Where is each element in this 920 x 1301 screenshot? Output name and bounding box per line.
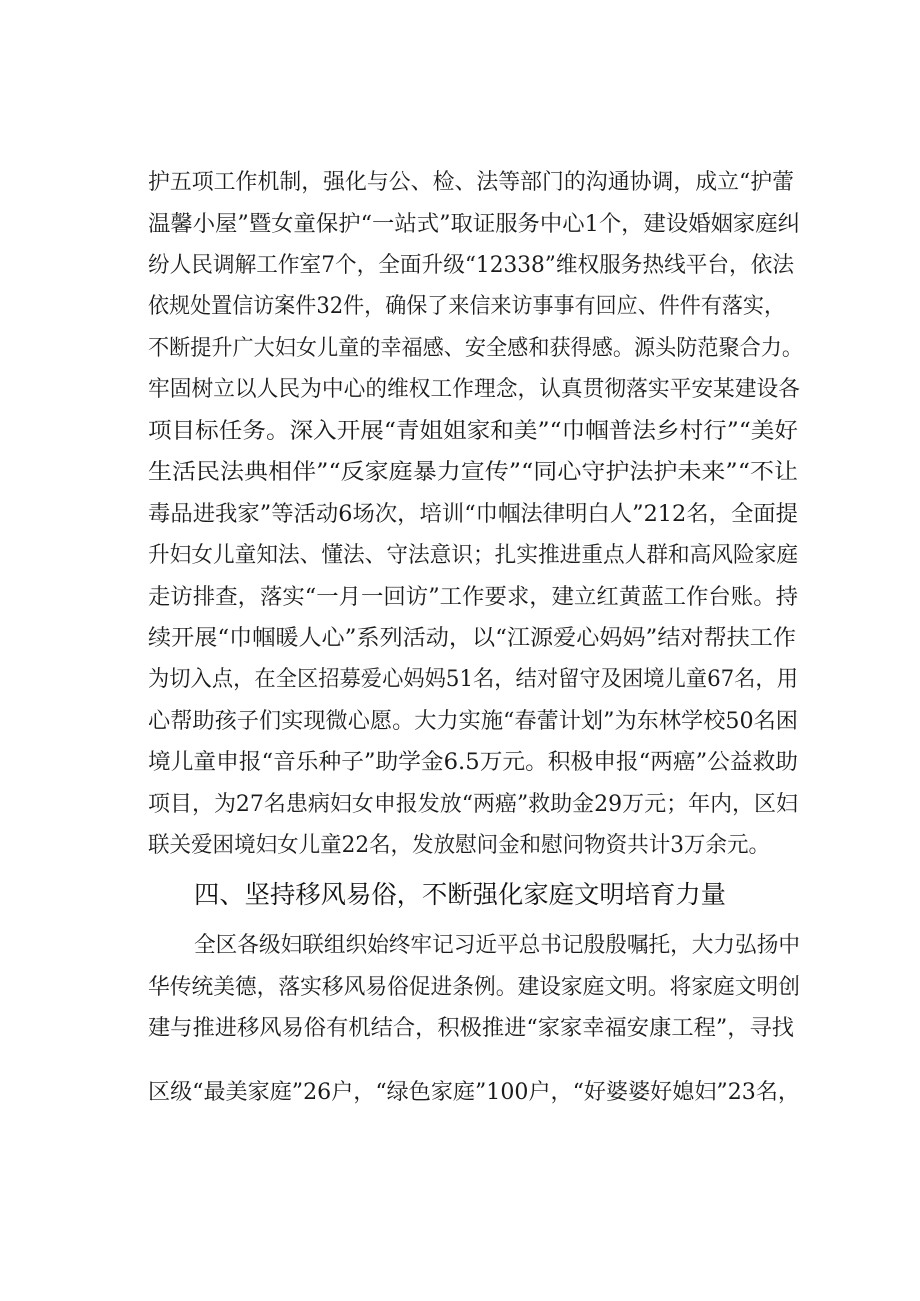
section-heading-text: 四、坚持移风易俗，不断强化家庭文明培育力量 (194, 880, 726, 909)
text-line (0, 536, 920, 576)
line-text: 依规处置信访案件32件，确保了来信来访事事有回应、件件有落实， (148, 294, 785, 319)
text-line (0, 246, 920, 286)
line-text: 项目标任务。深入开展“青姐姐家和美”“巾帼普法乡村行”“美好 (148, 419, 798, 444)
section-heading (0, 873, 920, 917)
text-line (0, 785, 920, 825)
text-line (0, 287, 920, 327)
text-line (0, 968, 920, 1008)
text-line (0, 743, 920, 783)
line-text: 联关爱困境妇女儿童22名，发放慰问金和慰问物资共计3万余元。 (148, 833, 770, 858)
line-text: 建与推进移风易俗有机结合，积极推进“家家幸福安康工程”，寻找 (148, 1016, 794, 1041)
line-text: 为切入点，在全区招募爱心妈妈51名，结对留守及困境儿童67名，用 (148, 667, 798, 692)
line-text: 续开展“巾帼暖人心”系列活动，以“江源爱心妈妈”结对帮扶工作 (148, 626, 796, 651)
text-line (0, 329, 920, 369)
line-text: 区级“最美家庭”26户，“绿色家庭”100户，“好婆婆好媳妇”23名， (148, 1080, 800, 1105)
text-line (0, 163, 920, 203)
line-text: 走访排查，落实“一月一回访”工作要求，建立红黄蓝工作台账。持 (148, 585, 798, 610)
line-text: 纷人民调解工作室7个，全面升级“12338”维权服务热线平台，依法 (148, 253, 794, 278)
line-text: 温馨小屋”暨女童保护“一站式”取证服务中心1个，建设婚姻家庭纠 (148, 212, 800, 237)
line-text: 生活民法典相伴”“反家庭暴力宣传”“同心守护法护未来”“不让 (148, 460, 798, 485)
line-text: 毒品进我家”等活动6场次，培训“巾帼法律明白人”212名，全面提 (148, 502, 798, 527)
text-line (0, 1009, 920, 1049)
text-line (0, 1073, 920, 1113)
line-text: 牢固树立以人民为中心的维权工作理念，认真贯彻落实平安某建设各 (148, 377, 800, 402)
text-line (0, 453, 920, 493)
text-line (0, 412, 920, 452)
line-text: 不断提升广大妇女儿童的幸福感、安全感和获得感。源头防范聚合力。 (148, 336, 803, 361)
text-line (0, 660, 920, 700)
line-text: 全区各级妇联组织始终牢记习近平总书记殷殷嘱托，大力弘扬中 (194, 933, 800, 958)
text-line (0, 619, 920, 659)
line-text: 境儿童申报“音乐种子”助学金6.5万元。积极申报“两癌”公益救助 (148, 750, 798, 775)
text-line (0, 702, 920, 742)
text-line (0, 578, 920, 618)
line-text: 项目，为27名患病妇女申报发放“两癌”救助金29万元；年内，区妇 (148, 792, 798, 817)
line-text: 华传统美德，落实移风易俗促进条例。建设家庭文明。将家庭文明创 (148, 975, 800, 1000)
line-text: 心帮助孩子们实现微心愿。大力实施“春蕾计划”为东林学校50名困 (148, 709, 798, 734)
line-text: 护五项工作机制，强化与公、检、法等部门的沟通协调，成立“护蕾 (148, 170, 794, 195)
line-text: 升妇女儿童知法、懂法、守法意识；扎实推进重点人群和高风险家庭 (148, 543, 798, 568)
text-line (0, 370, 920, 410)
text-line (0, 826, 920, 866)
text-line (0, 205, 920, 245)
text-line (0, 495, 920, 535)
text-line (0, 926, 920, 966)
